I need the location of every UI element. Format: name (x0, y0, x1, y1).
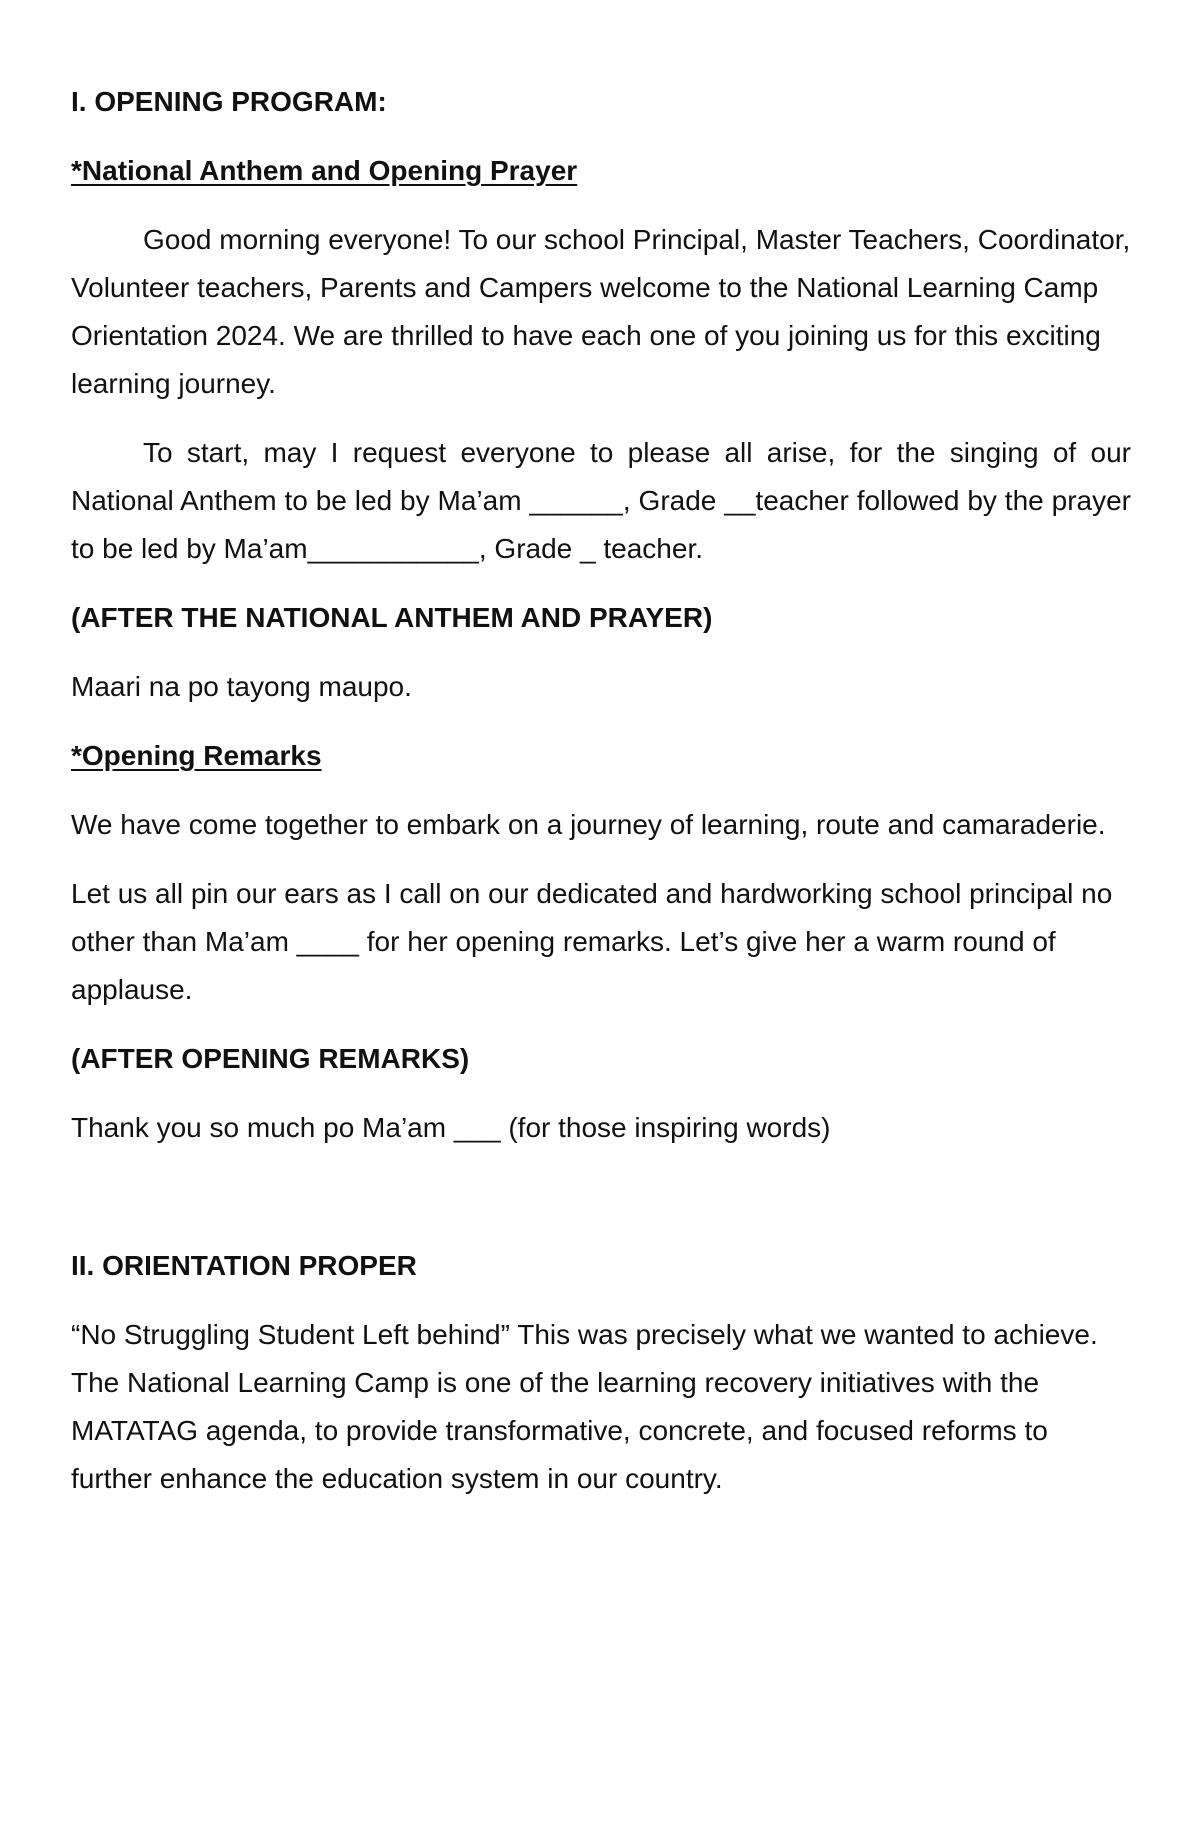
orientation-paragraph: “No Struggling Student Left behind” This was precisely what we wanted to achieve. The National Learning Camp is one of the learning recovery initiatives with the MATATAG agenda, to provide transformative, concrete, and focused reforms to further enhance the education system in our country. (71, 1319, 1098, 1494)
document-page (71, 78, 1131, 1524)
call-principal-paragraph: Let us all pin our ears as I call on our dedicated and hardworking school principal no other than Ma’am ____ for her opening remarks. Let’s give her a warm round of applause. (71, 878, 1113, 1005)
thanks-line: Thank you so much po Ma’am ___ (for those inspiring words) (71, 1112, 831, 1143)
cue-after-anthem: (AFTER THE NATIONAL ANTHEM AND PRAYER) (71, 602, 713, 633)
request-paragraph: To start, may I request everyone to please all arise, for the singing of our National Anthem to be led by Ma’am ______, Grade __teacher followed by the prayer to be led by Ma’am___________, Grade _ teacher. (71, 437, 1131, 564)
cue-after-remarks: (AFTER OPENING REMARKS) (71, 1043, 470, 1074)
subheading-opening-remarks: *Opening Remarks (71, 740, 322, 771)
section-heading-orientation-proper: II. ORIENTATION PROPER (71, 1250, 417, 1281)
blank-spacer (71, 1173, 1131, 1242)
be-seated-line: Maari na po tayong maupo. (71, 671, 412, 702)
journey-paragraph: We have come together to embark on a journey of learning, route and camaraderie. (71, 809, 1106, 840)
section-heading-opening-program: I. OPENING PROGRAM: (71, 86, 387, 117)
greeting-paragraph: Good morning everyone! To our school Principal, Master Teachers, Coordinator, Volunteer teachers, Parents and Campers welcome to the National Learning Camp Orientation 2024. We are thrilled to have each one of you joining us for this exciting learning journey. (71, 224, 1131, 399)
subheading-anthem-prayer: *National Anthem and Opening Prayer (71, 155, 578, 186)
